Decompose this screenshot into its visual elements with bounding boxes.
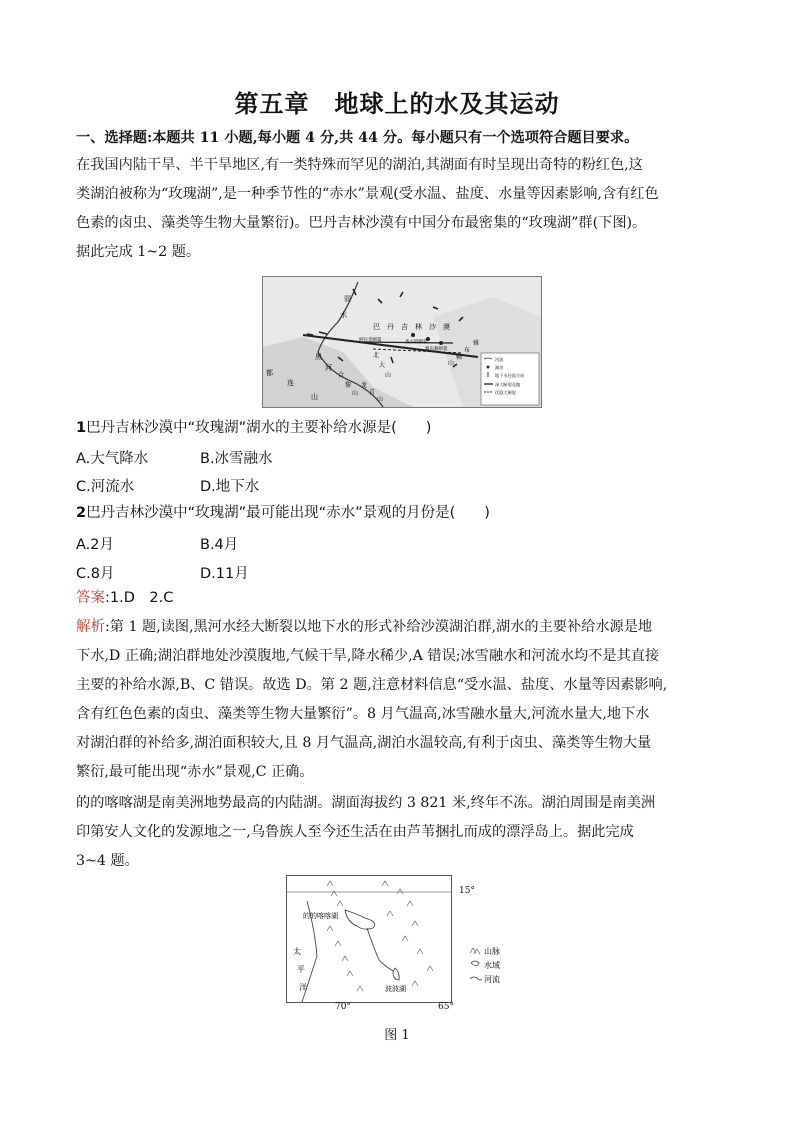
legend-water: 水域	[484, 961, 500, 970]
mountain-char: 布	[464, 347, 471, 354]
intro1-line: 色素的卤虫、藻类等生物大量繁衍)。巴丹吉林沙漠有中国分布最密集的“玫瑰湖”群(下图)。	[76, 215, 647, 231]
page-title: 第五章 地球上的水及其运动	[234, 90, 560, 118]
option-d: D.11月	[200, 566, 249, 582]
legend-mountain: 山脉	[484, 947, 500, 956]
desert-lakes-map-svg	[263, 277, 541, 407]
desert-char: 林	[415, 323, 422, 331]
map2-legend	[468, 945, 528, 990]
titicaca-lake	[345, 910, 375, 929]
analysis-line: 下水,D 正确;湖泊群地处沙漠腹地,气候干旱,降水稀少,A 错误;冰雪融水和河流水均不是其直接	[76, 648, 660, 664]
desert-lakes-map	[262, 276, 542, 408]
analysis-line	[76, 619, 652, 636]
mountain-char: 雅	[473, 340, 480, 347]
titicaca-map	[286, 875, 452, 1003]
river-char: 弱	[344, 295, 351, 303]
analysis-label: 解析	[76, 619, 105, 635]
river-char: 河	[325, 364, 332, 372]
intro2-line: 3~4 题。	[76, 853, 139, 869]
analysis-text: :第 1 题,读图,黑河水经大断裂以地下水的形式补给沙漠湖泊群,湖水的主要补给水源是地	[105, 619, 653, 635]
option-d: D.地下水	[200, 479, 260, 495]
question-number: 1	[76, 420, 87, 436]
place-char: 山	[311, 393, 318, 401]
lake1-label: 的的喀喀湖	[303, 912, 338, 920]
intro2-line: 印第安人文化的发源地之一,乌鲁族人至今还生活在由芦苇捆扎而成的漂浮岛上。据此完成	[76, 824, 634, 840]
analysis-line: 主要的补给水源,B、C 错误。故选 D。第 2 题,注意材料信息“受水温、盐度、水量等因素影响,	[76, 677, 668, 693]
latitude-label: 15°	[459, 886, 475, 896]
analysis-line: 含有红色色素的卤虫、藻类等生物大量繁衍”。8 月气温高,冰雪融水量大,河流水量大,地下水	[76, 706, 650, 722]
fault-label: 阿拉善断裂	[359, 338, 382, 343]
poopo-lake	[393, 968, 399, 980]
answer-text: :1.D 2.C	[105, 590, 174, 606]
option-b: B.4月	[200, 537, 239, 553]
mountain-char: 山	[385, 372, 392, 379]
section-heading: 一、选择题:本题共 11 小题,每小题 4 分,共 44 分。每小题只有一个选项符合题目要求。	[76, 130, 639, 146]
question-2	[76, 505, 490, 522]
legend-river: 河流	[495, 357, 504, 362]
mountain-char: 山	[377, 396, 384, 403]
mountain-char: 大	[379, 362, 386, 369]
legend-river: 河流	[484, 975, 500, 984]
answer-line	[76, 590, 173, 607]
desert-char: 巴	[373, 323, 380, 331]
option-b: B.冰雪融水	[200, 451, 273, 467]
mountain-symbols	[327, 881, 433, 991]
longitude-label: 70°	[335, 1002, 351, 1012]
ocean-char: 平	[297, 965, 305, 974]
river-char: 水	[340, 311, 347, 319]
desert-char: 漠	[443, 323, 450, 331]
desert-char: 沙	[429, 323, 436, 331]
mountain-char: 黎	[345, 382, 352, 389]
ocean-char: 洋	[299, 983, 307, 992]
river-char: 黑	[315, 353, 322, 361]
analysis-line: 繁衍,最可能出现“赤水”景观,C 正确。	[76, 764, 314, 780]
mountain-legend-icon	[470, 948, 480, 954]
legend-fault: 深大断裂及编	[495, 382, 521, 387]
legend-hidden-fault: 伏隐大断裂	[495, 390, 516, 395]
mountain-char: 北	[373, 352, 380, 359]
option-a: A.2月	[76, 537, 114, 553]
intro1-line: 类湖泊被称为“玫瑰湖”,是一种季节性的“赤水”景观(受水温、盐度、水量等因素影响,含有红色	[76, 186, 659, 202]
intro2-line: 的的喀喀湖是南美洲地势最高的内陆湖。湖面海拔约 3 821 米,终年不冻。湖泊周围是南美洲	[76, 795, 656, 811]
river-legend-icon	[470, 977, 482, 980]
intro1-line: 在我国内陆干旱、半干旱地区,有一类特殊而罕见的湖泊,其湖面有时呈现出奇特的粉红色,这	[76, 157, 643, 173]
longitude-label: 65°	[438, 1002, 454, 1012]
place-char: 都	[266, 369, 273, 377]
mountain-char: 龙	[361, 382, 368, 389]
mountain-char: 赖	[456, 354, 463, 361]
option-c: C.8月	[76, 566, 115, 582]
mountain-char: 山	[448, 360, 455, 367]
legend-lake: 湖泊	[495, 365, 504, 370]
mountain-char: 山	[352, 390, 359, 397]
question-stem: 巴丹吉林沙漠中“玫瑰湖”湖水的主要补给水源是( )	[86, 420, 432, 436]
analysis-line: 对湖泊群的补给多,湖泊面积较大,且 8 月气温高,湖泊水温较高,有利于卤虫、藻类等生物大量	[76, 735, 652, 751]
place-char: 连	[287, 379, 294, 387]
intro1-line: 据此完成 1~2 题。	[76, 244, 201, 260]
map1-legend	[481, 353, 539, 405]
desert-char: 丹	[387, 323, 394, 331]
question-1	[76, 420, 431, 437]
option-c: C.河流水	[76, 479, 135, 495]
answer-label: 答案	[76, 590, 105, 606]
desaguadero-river	[367, 928, 395, 972]
lake2-label: 波波湖	[385, 985, 406, 993]
question-number: 2	[76, 505, 87, 521]
fault-label: 雅布赖断裂	[425, 347, 448, 352]
fault-label: 查古特断裂	[405, 340, 428, 345]
ocean-char: 太	[293, 947, 301, 956]
figure-caption: 图 1	[384, 1028, 410, 1043]
mountain-char: 合	[338, 372, 345, 379]
legend-flow: 地下水径流方向	[495, 373, 525, 378]
map2-legend-svg	[468, 945, 528, 990]
water-legend-icon	[471, 961, 479, 966]
desert-char: 吉	[401, 323, 408, 331]
titicaca-map-svg	[287, 876, 451, 1002]
question-stem: 巴丹吉林沙漠中“玫瑰湖”最可能出现“赤水”景观的月份是( )	[86, 505, 490, 521]
option-a: A.大气降水	[76, 451, 149, 467]
mountain-char: 首	[369, 389, 376, 396]
